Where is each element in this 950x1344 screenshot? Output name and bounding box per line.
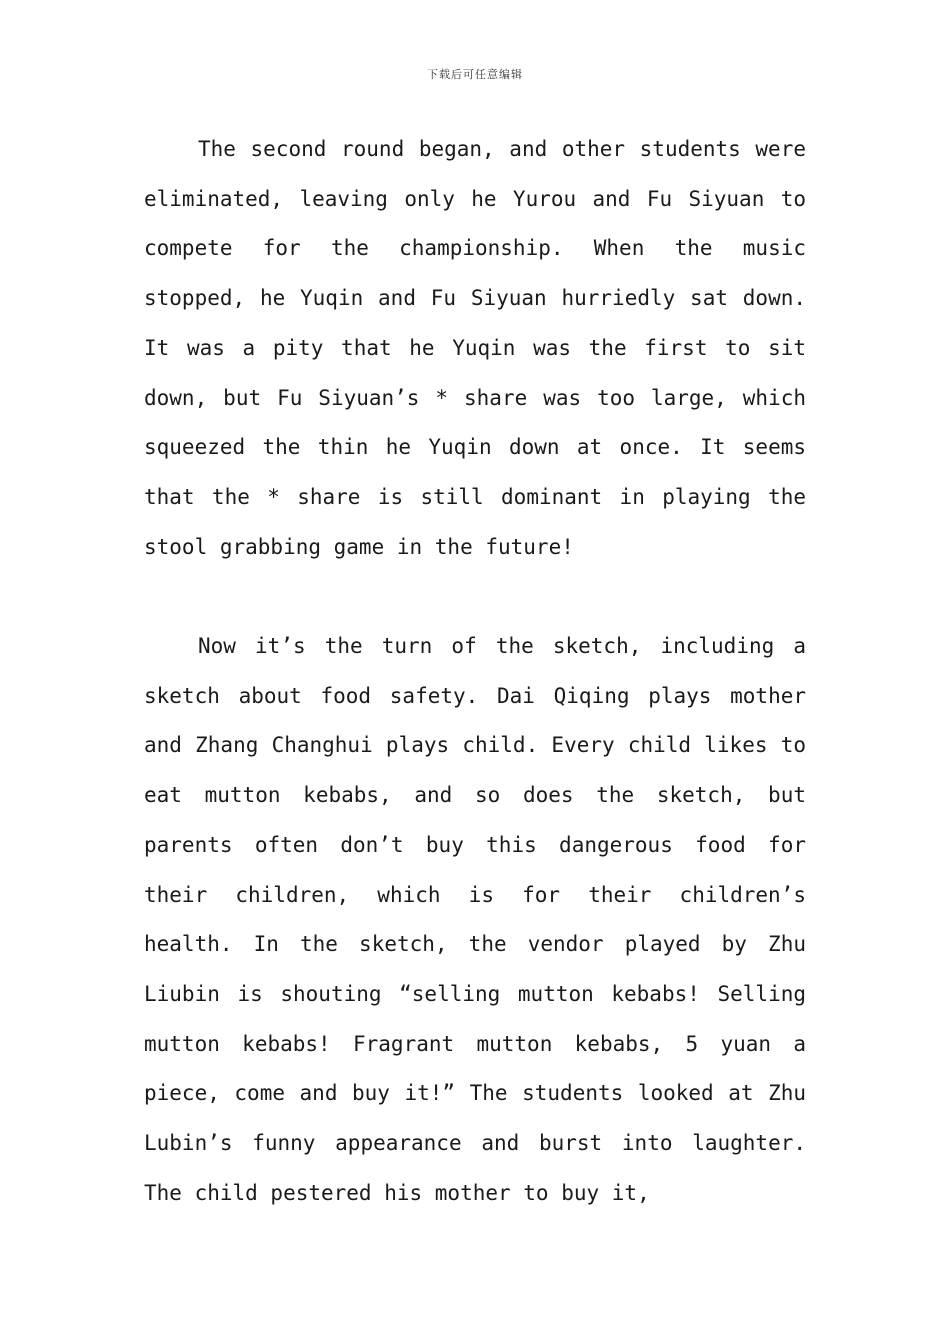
page-header: 下载后可任意编辑: [427, 68, 523, 81]
paragraph-second-round: The second round began, and other students were eliminated, leaving only he Yurou and Fu Siyuan to compete for the championship. When the music stopped, he Yuqin and Fu Siyuan hurriedly sat down. It was a pity that he Yuqin was the first to sit down, but Fu Siyuan’s * share was too large, which squeezed the thin he Yuqin down at once. It seems that the * share is still dominant in playing the stool grabbing game in the future!: [144, 137, 806, 559]
paragraph-sketch: Now it’s the turn of the sketch, including a sketch about food safety. Dai Qiqing plays mother and Zhang Changhui plays child. Every child likes to eat mutton kebabs, and so does the sketch, but parents often don’t buy this dangerous food for their children, which is for their children’s health. In the sketch, the vendor played by Zhu Liubin is shouting “selling mutton kebabs! Selling mutton kebabs! Fragrant mutton kebabs, 5 yuan a piece, come and buy it!” The students looked at Zhu Lubin’s funny appearance and burst into laughter. The child pestered his mother to buy it,: [144, 634, 806, 1205]
document-body: [144, 125, 806, 1218]
